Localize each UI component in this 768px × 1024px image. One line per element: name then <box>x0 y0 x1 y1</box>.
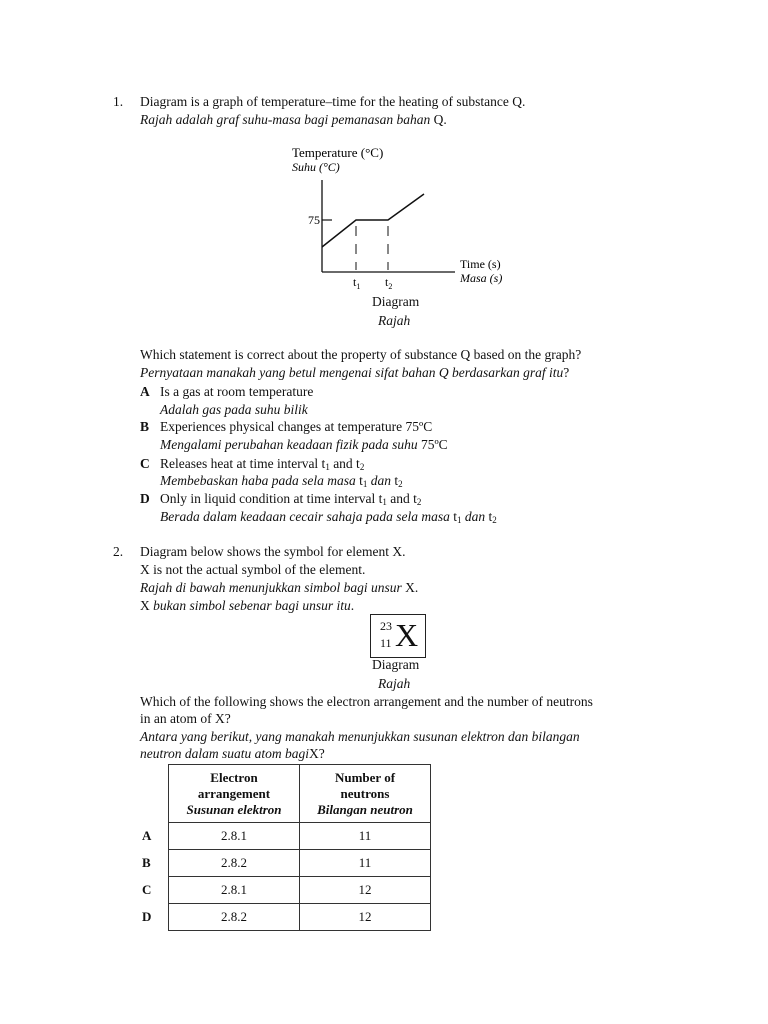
answer-table-header-row <box>138 765 431 823</box>
question-1-stem-en: Diagram is a graph of temperature–time for the heating of substance Q. <box>140 94 526 109</box>
header-electron-arrangement: Electron arrangement Susunan elektron <box>169 765 300 823</box>
question-2-prompt-en-2: in an atom of X? <box>140 711 231 726</box>
option-a-text-ms: Adalah gas pada suhu bilik <box>160 402 308 417</box>
graph-heating-curve <box>322 194 424 247</box>
option-d-text-ms: Berada dalam keadaan cecair sahaja pada sela masa $t_1$ dan $t_2$ <box>160 509 497 525</box>
question-2-line-4: X bukan simbol sebenar bagi unsur itu. <box>140 598 355 613</box>
answer-table <box>138 764 431 931</box>
question-1-diagram-caption-en: Diagram <box>372 294 420 309</box>
graph-ylabel-ms: Suhu (°C) <box>292 160 340 174</box>
question-1-stem-ms: Rajah adalah graf suhu-masa bagi pemanasan bahan Q. <box>140 112 447 127</box>
row-arrangement: 2.8.1 <box>169 877 300 904</box>
table-row[interactable] <box>138 823 431 850</box>
question-1-diagram-caption-ms: Rajah <box>378 313 411 328</box>
question-1-number: 1. <box>113 94 124 109</box>
header-empty-cell <box>138 765 169 823</box>
question-2-prompt-en-1: Which of the following shows the electron arrangement and the number of neutrons <box>140 694 593 709</box>
row-arrangement: 2.8.1 <box>169 823 300 850</box>
row-letter[interactable]: D <box>142 909 152 924</box>
graph-y-tick-label: 75 <box>308 213 320 227</box>
question-2-line-3: Rajah di bawah menunjukkan simbol bagi unsur X. <box>140 580 419 595</box>
header-number-of-neutrons: Number of neutrons Bilangan neutron <box>300 765 431 823</box>
graph-t2-label: $t_2$ <box>385 275 393 291</box>
question-2-diagram-caption-en: Diagram <box>372 657 420 672</box>
question-2-line-1: Diagram below shows the symbol for element X. <box>140 544 406 559</box>
option-b-letter[interactable]: B <box>140 419 150 434</box>
row-neutrons: 12 <box>300 877 431 904</box>
row-letter[interactable]: B <box>142 855 151 870</box>
question-2-prompt-ms-2: neutron dalam suatu atom bagiX? <box>140 746 325 761</box>
row-neutrons: 12 <box>300 904 431 931</box>
option-c-letter[interactable]: C <box>140 456 150 471</box>
row-letter[interactable]: A <box>142 828 152 843</box>
option-b-text-ms: Mengalami perubahan keadaan fizik pada suhu 75ºC <box>160 437 448 452</box>
question-2-line-2: X is not the actual symbol of the element. <box>140 562 366 577</box>
element-letter: X <box>395 617 419 653</box>
row-arrangement: 2.8.2 <box>169 850 300 877</box>
element-mass-number: 23 <box>380 619 392 633</box>
element-proton-number: 11 <box>380 636 392 650</box>
question-1-prompt-ms: Pernyataan manakah yang betul mengenai sifat bahan Q berdasarkan graf itu? <box>140 365 570 380</box>
table-row[interactable] <box>138 904 431 931</box>
row-letter[interactable]: C <box>142 882 152 897</box>
option-d-letter[interactable]: D <box>140 491 150 506</box>
row-neutrons: 11 <box>300 823 431 850</box>
option-b-text-en[interactable]: Experiences physical changes at temperature 75ºC <box>160 419 433 434</box>
question-1-prompt-en: Which statement is correct about the property of substance Q based on the graph? <box>140 347 582 362</box>
option-a-letter[interactable]: A <box>140 384 150 399</box>
row-neutrons: 11 <box>300 850 431 877</box>
graph-t1-label: $t_1$ <box>353 275 361 291</box>
option-d-text-en[interactable]: Only in liquid condition at time interval $t_1$ and $t_2$ <box>160 491 422 507</box>
table-row[interactable] <box>138 850 431 877</box>
option-c-text-ms: Membebaskan haba pada sela masa $t_1$ dan $t_2$ <box>160 473 403 489</box>
option-a-text-en[interactable]: Is a gas at room temperature <box>160 384 314 399</box>
question-2-number: 2. <box>113 544 124 559</box>
question-2-diagram-caption-ms: Rajah <box>378 676 411 691</box>
graph-xlabel-en: Time (s) <box>460 257 501 271</box>
graph-xlabel-ms: Masa (s) <box>460 271 503 285</box>
element-symbol-box <box>370 614 426 658</box>
graph-ylabel-en: Temperature (°C) <box>292 145 384 160</box>
temperature-time-graph <box>280 140 530 300</box>
table-row[interactable] <box>138 877 431 904</box>
option-c-text-en[interactable]: Releases heat at time interval $t_1$ and $t_2$ <box>160 456 365 472</box>
row-arrangement: 2.8.2 <box>169 904 300 931</box>
question-2-prompt-ms-1: Antara yang berikut, yang manakah menunjukkan susunan elektron dan bilangan <box>140 729 580 744</box>
